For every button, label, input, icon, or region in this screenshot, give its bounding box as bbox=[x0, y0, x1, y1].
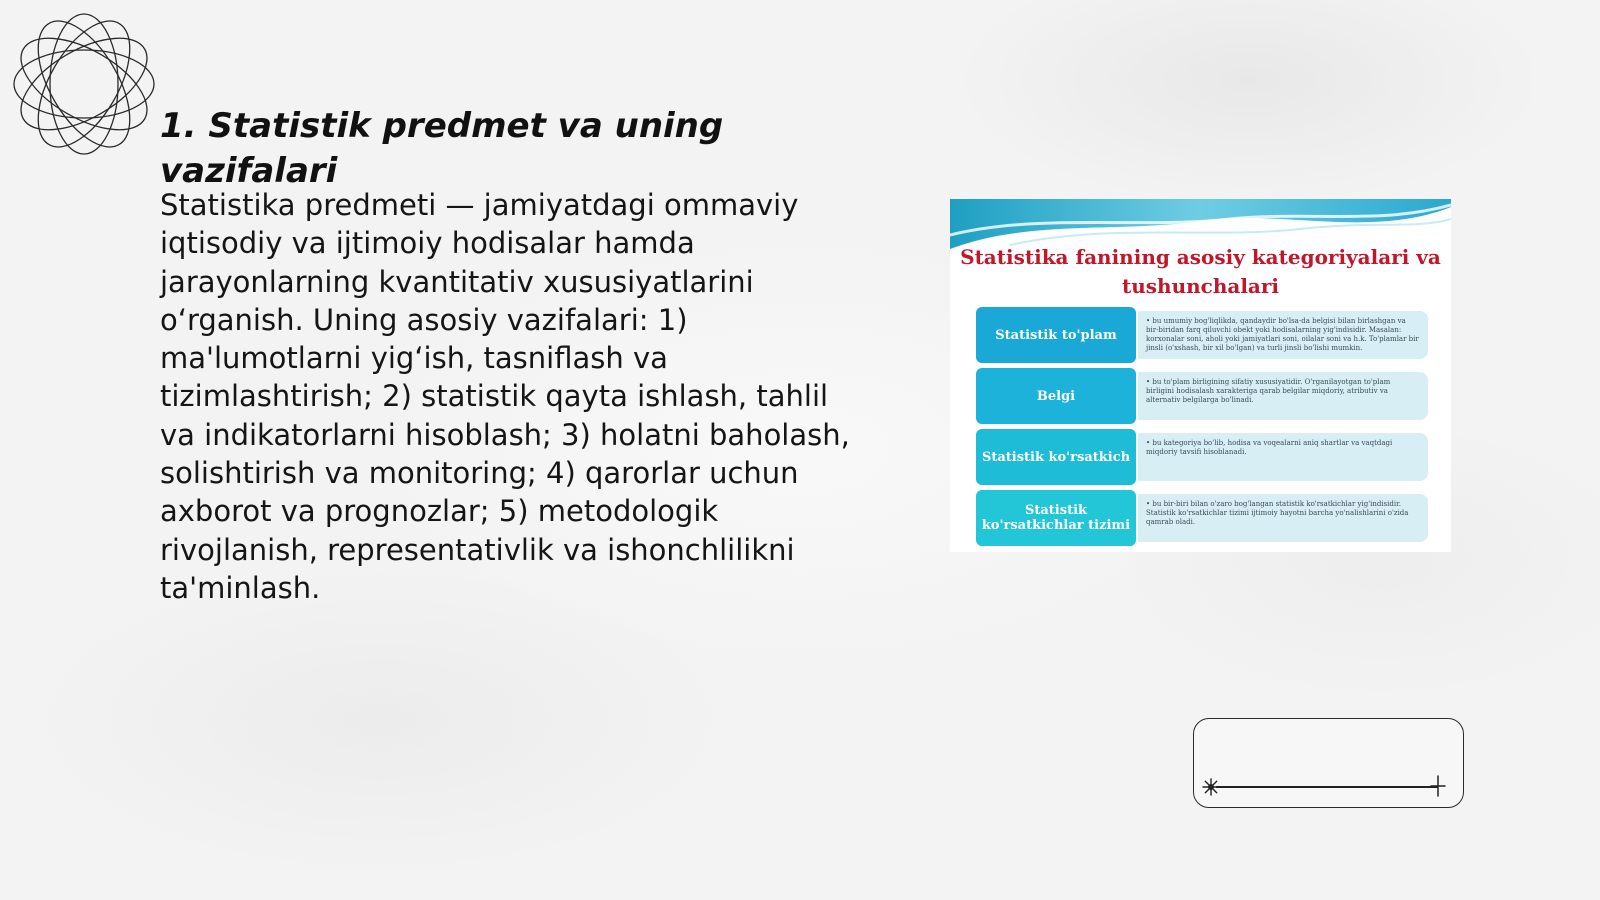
figure-row-label: Statistik ko'rsatkichlar tizimi bbox=[976, 490, 1136, 546]
figure-row-label: Belgi bbox=[976, 368, 1136, 424]
figure-row bbox=[976, 307, 1426, 363]
media-placeholder[interactable] bbox=[1193, 718, 1464, 808]
plus-cursor-icon bbox=[1428, 775, 1448, 797]
figure-row-description: • bu bir-biri bilan o'zaro bog'langan statistik ko'rsatkichlar yig'indisidir. Statistik ko'rsatkichlar tizimi ijtimoiy hayotni barcha yo'nalishlarini o'zida qamrab oladi. bbox=[1138, 494, 1428, 542]
figure-title: Statistika fanining asosiy kategoriyalari va tushunchalari bbox=[960, 245, 1441, 298]
categories-figure bbox=[950, 199, 1451, 552]
figure-row-description: • bu umumiy bog'liqlikda, qandaydir bo'lsa-da belgisi bilan birlashgan va bir-biridan farq qiluvchi obekt yoki hodisalarning yig'indisidir. Masalan: korxonalar soni, aholi yoki jamiyatlari soni, oilalar soni va h.k. To'plamlar bir jinsli (o'xshash, bir xil bo'lgan) va turli jinsli bo'lishi mumkin. bbox=[1138, 311, 1428, 359]
figure-row-label: Statistik to'plam bbox=[976, 307, 1136, 363]
figure-row bbox=[976, 490, 1426, 546]
slide-title: 1. Statistik predmet va uning vazifalari bbox=[160, 106, 724, 191]
slide-body-text: Statistika predmeti — jamiyatdagi ommaviy iqtisodiy va ijtimoiy hodisalar hamda jarayonlarning kvantitativ xususiyatlarini o‘rganish. Uning asosiy vazifalari: 1) ma'lumotlarni yig‘ish, tasniflash va tizimlashtirish; 2) statistik qayta ishlash, tahlil va indikatorlarni hisoblash; 3) holatni baholash, solishtirish va monitoring; 4) qarorlar uchun axborot va prognozlar; 5) metodologik rivojlanish, representativlik va ishonchlilikni ta'minlash. bbox=[160, 188, 850, 605]
media-progress-line[interactable] bbox=[1216, 786, 1438, 788]
figure-row-description: • bu to'plam birligining sifatiy xususiyatidir. O'rganilayotgan to'plam birligini hodisalash xarakteriga qarab belgilar miqdoriy, atributiv va alternativ belgilarga bo'linadi. bbox=[1138, 372, 1428, 420]
figure-row-description: • bu kategoriya bo'lib, hodisa va voqealarni aniq shartlar va vaqtdagi miqdoriy tavsifi hisoblanadi. bbox=[1138, 433, 1428, 481]
figure-row bbox=[976, 429, 1426, 485]
figure-row-label: Statistik ko'rsatkich bbox=[976, 429, 1136, 485]
figure-row bbox=[976, 368, 1426, 424]
concentric-rings-logo-icon bbox=[10, 10, 158, 158]
